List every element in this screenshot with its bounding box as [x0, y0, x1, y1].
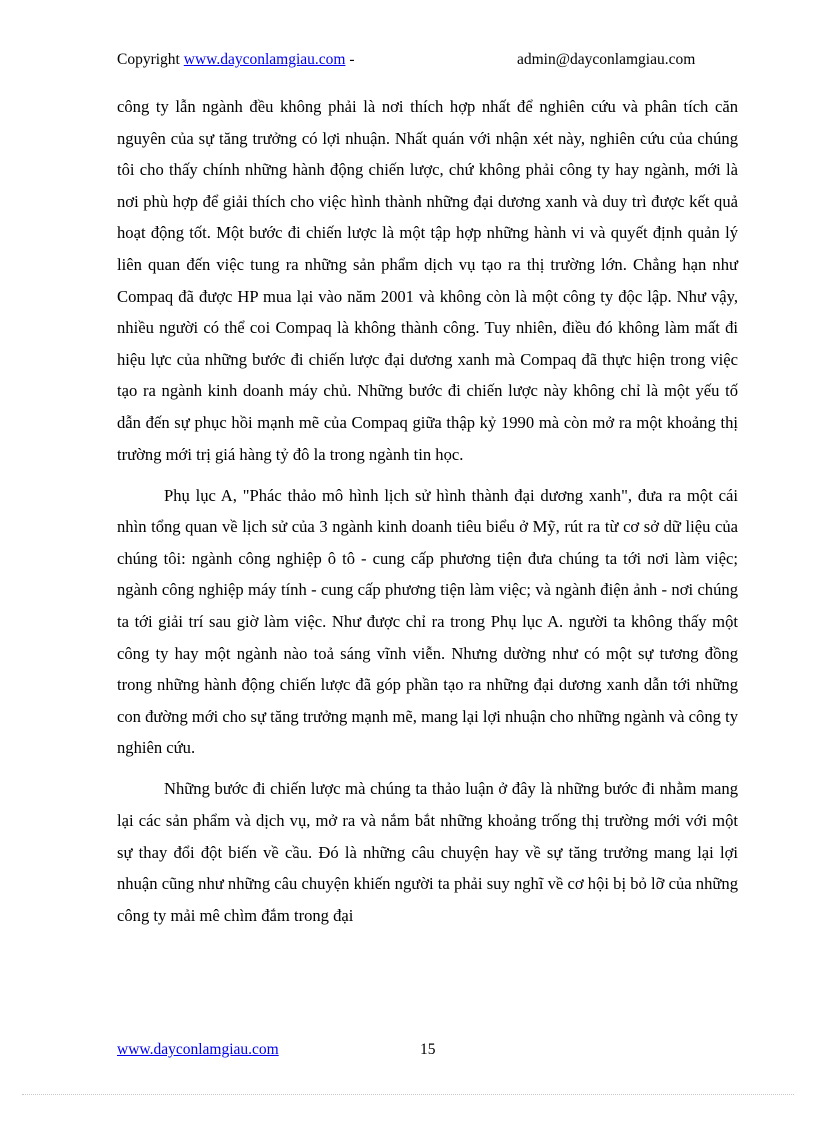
page-header: [117, 50, 737, 70]
header-copyright: [117, 50, 355, 70]
header-email: admin@dayconlamgiau.com: [517, 51, 696, 68]
paragraph-3: Những bước đi chiến lược mà chúng ta thảo luận ở đây là những bước đi nhằm mang lại các sản phẩm và dịch vụ, mở ra và nắm bắt những khoảng trống thị trường mới với một sự thay đổi đột biến về cầu. Đó là những câu chuyện hay về sự tăng trưởng mang lại lợi nhuận cũng như những câu chuyện khiến người ta phải suy nghĩ về cơ hội bị bỏ lỡ của những công ty mải mê chìm đắm trong đại: [117, 779, 738, 925]
paragraph-1: công ty lẫn ngành đều không phải là nơi thích hợp nhất để nghiên cứu và phân tích căn nguyên của sự tăng trưởng có lợi nhuận. Nhất quán với nhận xét này, nghiên cứu của chúng tôi cho thấy chính những hành động chiến lược, chứ không phải công ty hay ngành, mới là nơi phù hợp để giải thích cho việc hình thành những đại dương xanh và duy trì được kết quả hoạt động tốt. Một bước đi chiến lược là một tập hợp những hành vi và quyết định quản lý liên quan đến việc tung ra những sản phẩm dịch vụ tạo ra thị trường lớn. Chẳng hạn như Compaq đã được HP mua lại vào năm 2001 và không còn là một công ty độc lập. Như vậy, nhiều người có thể coi Compaq là không thành công. Tuy nhiên, điều đó không làm mất đi hiệu lực của những bước đi chiến lược đại dương xanh mà Compaq đã thực hiện trong việc tạo ra ngành kinh doanh máy chủ. Những bước đi chiến lược này không chỉ là một yếu tố dẫn đến sự phục hồi mạnh mẽ của Compaq giữa thập kỷ 1990 mà còn mở ra một khoảng thị trường mới trị giá hàng tỷ đô la trong ngành tin học.: [117, 97, 738, 464]
page-number: 15: [420, 1041, 436, 1058]
page-footer: [117, 1040, 737, 1060]
page-body: [117, 91, 738, 931]
header-separator: -: [349, 51, 355, 68]
paragraph-2: Phụ lục A, "Phác thảo mô hình lịch sử hình thành đại dương xanh", đưa ra một cái nhìn tổng quan về lịch sử của 3 ngành kinh doanh tiêu biểu ở Mỹ, rút ra từ cơ sở dữ liệu của chúng tôi: ngành công nghiệp ô tô - cung cấp phương tiện đưa chúng ta tới nơi làm việc; ngành công nghiệp máy tính - cung cấp phương tiện làm việc; và ngành điện ảnh - nơi chúng ta tới giải trí sau giờ làm việc. Như được chỉ ra trong Phụ lục A. người ta không thấy một công ty hay một ngành nào toả sáng vĩnh viễn. Nhưng dường như có một sự tương đồng trong những hành động chiến lược đã góp phần tạo ra những đại dương xanh dẫn tới những con đường mới cho sự tăng trưởng mạnh mẽ, mang lại lợi nhuận cho những ngành và công ty nghiên cứu.: [117, 485, 738, 758]
copyright-label: Copyright: [117, 51, 180, 68]
header-site-link[interactable]: www.dayconlamgiau.com: [183, 51, 346, 68]
page-edge-divider: [22, 1094, 794, 1095]
footer-site-link[interactable]: www.dayconlamgiau.com: [117, 1041, 279, 1058]
